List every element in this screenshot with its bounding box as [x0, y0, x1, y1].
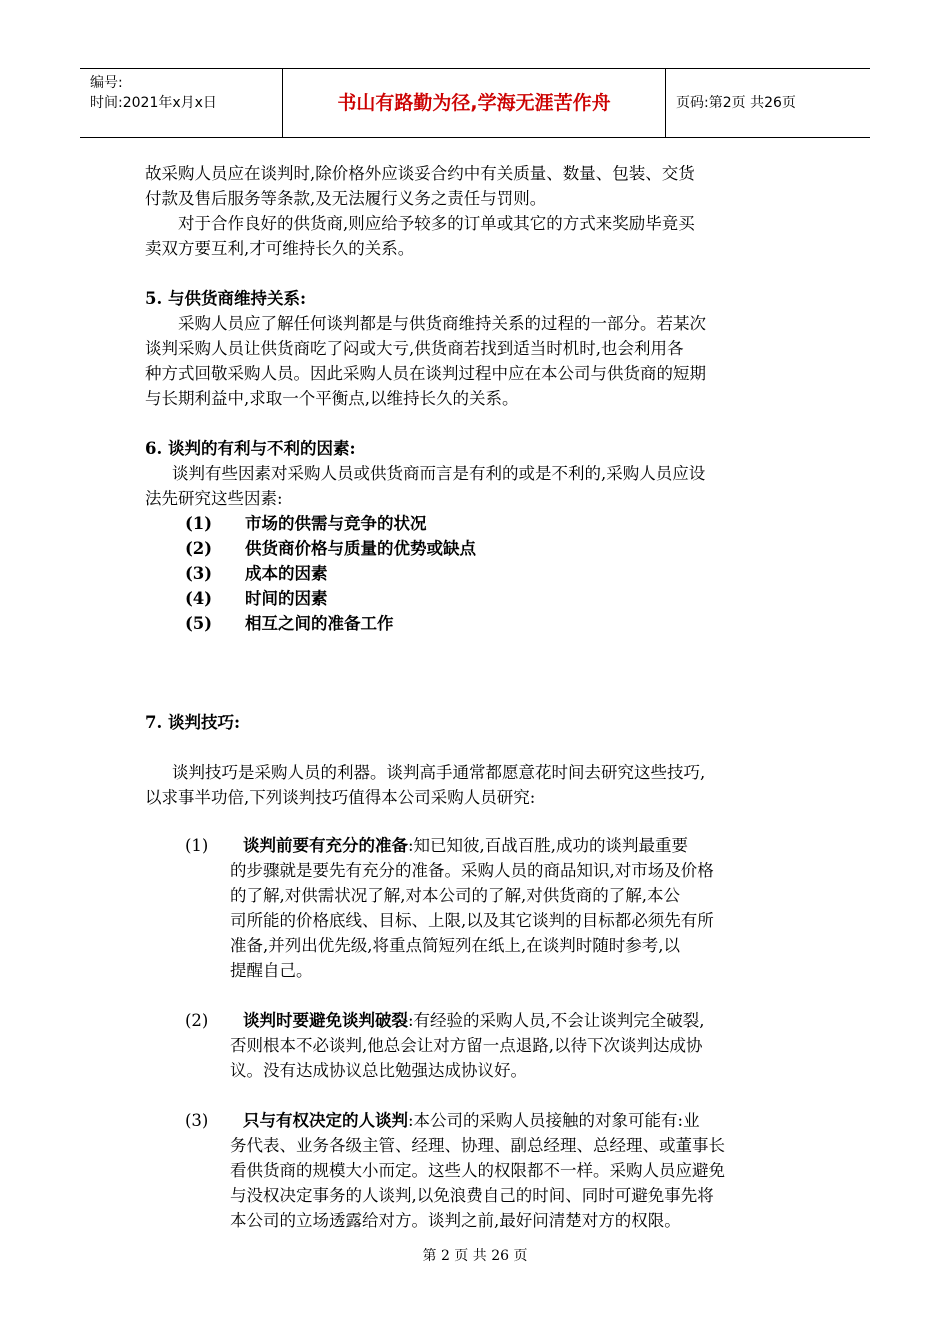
list-item — [185, 536, 476, 561]
section-heading: 6. 谈判的有利与不利的因素: — [145, 439, 356, 458]
tip-line: 看供货商的规模大小而定。这些人的权限都不一样。采购人员应避免 — [230, 1161, 725, 1180]
tip-text: :有经验的采购人员,不会让谈判完全破裂, — [408, 1011, 705, 1030]
list-item — [185, 611, 394, 636]
paragraph-line: 谈判有些因素对采购人员或供货商而言是有利的或是不利的,采购人员应设 — [172, 464, 706, 483]
paragraph-line: 卖双方要互利,才可维持长久的关系。 — [145, 239, 415, 258]
tip-line: 务代表、业务各级主管、经理、协理、副总经理、总经理、或董事长 — [230, 1136, 725, 1155]
list-item — [185, 561, 328, 586]
tip-title: 只与有权决定的人谈判 — [243, 1111, 408, 1130]
header-meta-cell — [80, 69, 283, 137]
list-item-number: (4) — [185, 589, 213, 608]
paragraph-line: 采购人员应了解任何谈判都是与供货商维持关系的过程的一部分。若某次 — [178, 314, 706, 333]
paragraph-line: 对于合作良好的供货商,则应给予较多的订单或其它的方式来奖励毕竟买 — [178, 214, 695, 233]
section-heading: 5. 与供货商维持关系: — [145, 289, 307, 308]
tip-number: (3) — [185, 1111, 209, 1130]
doc-time-label: 时间:2021年x月x日 — [90, 95, 217, 111]
paragraph-line: 种方式回敬采购人员。因此采购人员在谈判过程中应在本公司与供货商的短期 — [145, 364, 706, 383]
paragraph-line: 谈判技巧是采购人员的利器。谈判高手通常都愿意花时间去研究这些技巧, — [172, 763, 706, 782]
paragraph-line: 故采购人员应在谈判时,除价格外应谈妥合约中有关质量、数量、包装、交货 — [145, 164, 695, 183]
paragraph-line: 谈判采购人员让供货商吃了闷或大亏,供货商若找到适当时机时,也会利用各 — [145, 339, 684, 358]
paragraph-line: 法先研究这些因素: — [145, 489, 283, 508]
list-item-text: 相互之间的准备工作 — [245, 614, 394, 633]
doc-number-label: 编号: — [90, 75, 123, 91]
list-item — [185, 511, 427, 536]
tip-line — [243, 1008, 705, 1033]
tip-line: 议。没有达成协议总比勉强达成协议好。 — [230, 1061, 527, 1080]
tip-text: :知已知彼,百战百胜,成功的谈判最重要 — [408, 836, 689, 855]
list-item-text: 供货商价格与质量的优势或缺点 — [245, 539, 476, 558]
tip-number: (2) — [185, 1011, 209, 1030]
list-item-number: (3) — [185, 564, 213, 583]
tip-line: 否则根本不必谈判,他总会让对方留一点退路,以待下次谈判达成协 — [230, 1036, 703, 1055]
tip-line — [243, 1108, 700, 1133]
header-page-cell — [666, 69, 870, 137]
header-motto-cell — [283, 69, 666, 137]
tip-line: 与没权决定事务的人谈判,以免浪费自己的时间、同时可避免事先将 — [230, 1186, 714, 1205]
tip-number: (1) — [185, 836, 209, 855]
list-item-number: (1) — [185, 514, 213, 533]
list-item — [185, 586, 328, 611]
tip-line: 准备,并列出优先级,将重点简短列在纸上,在谈判时随时参考,以 — [230, 936, 680, 955]
page-header — [80, 68, 870, 138]
tip-title: 谈判时要避免谈判破裂 — [243, 1011, 408, 1030]
list-item-text: 时间的因素 — [245, 589, 328, 608]
list-item-number: (2) — [185, 539, 213, 558]
list-item-text: 成本的因素 — [245, 564, 328, 583]
header-motto: 书山有路勤为径,学海无涯苦作舟 — [337, 92, 611, 114]
list-item-text: 市场的供需与竞争的状况 — [245, 514, 427, 533]
tip-line: 的步骤就是要先有充分的准备。采购人员的商品知识,对市场及价格 — [230, 861, 714, 880]
tip-line: 司所能的价格底线、目标、上限,以及其它谈判的目标都必须先有所 — [230, 911, 714, 930]
header-page-info: 页码:第2页 共26页 — [676, 95, 796, 111]
tip-line: 提醒自己。 — [230, 961, 313, 980]
paragraph-line: 付款及售后服务等条款,及无法履行义务之责任与罚则。 — [145, 189, 547, 208]
tip-line — [243, 833, 688, 858]
tip-text: :本公司的采购人员接触的对象可能有:业 — [408, 1111, 700, 1130]
tip-title: 谈判前要有充分的准备 — [243, 836, 408, 855]
list-item-number: (5) — [185, 614, 213, 633]
paragraph-line: 以求事半功倍,下列谈判技巧值得本公司采购人员研究: — [145, 788, 536, 807]
paragraph-line: 与长期利益中,求取一个平衡点,以维持长久的关系。 — [145, 389, 519, 408]
tip-line: 的了解,对供需状况了解,对本公司的了解,对供货商的了解,本公 — [230, 886, 680, 905]
section-heading: 7. 谈判技巧: — [145, 713, 241, 732]
page-footer: 第 2 页 共 26 页 — [422, 1248, 528, 1264]
tip-line: 本公司的立场透露给对方。谈判之前,最好问清楚对方的权限。 — [230, 1211, 681, 1230]
